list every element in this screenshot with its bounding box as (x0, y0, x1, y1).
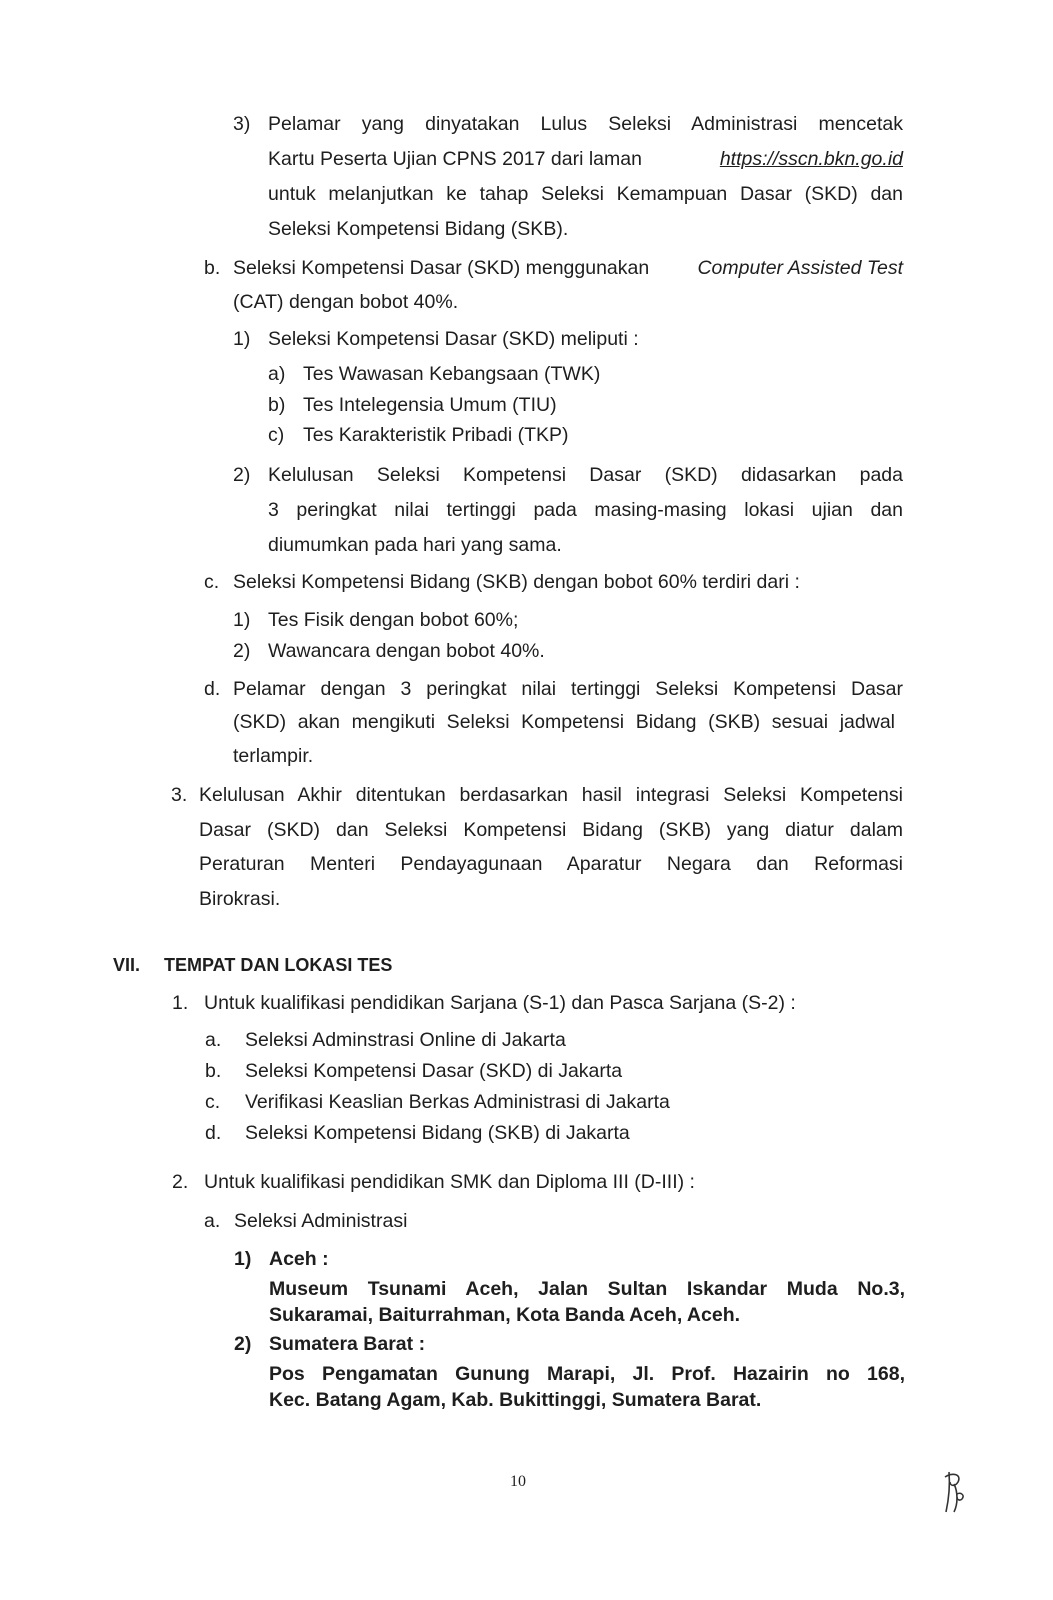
list-number: 1. (172, 992, 189, 1014)
list-text: Tes Intelegensia Umum (TIU) (303, 394, 557, 416)
list-letter: d. (204, 678, 221, 700)
paragraph-text: Kartu Peserta Ujian CPNS 2017 dari laman (268, 148, 642, 170)
list-text: Untuk kualifikasi pendidikan Sarjana (S-1) dan Pasca Sarjana (S-2) : (204, 992, 796, 1014)
paragraph-line: Seleksi Kompetensi Bidang (SKB). (268, 218, 569, 240)
italic-term: Computer Assisted Test (697, 257, 903, 279)
paragraph-line (233, 256, 903, 280)
paragraph-line: diumumkan pada hari yang sama. (268, 534, 562, 556)
list-number: 1) (233, 609, 251, 631)
paragraph-line: Dasar (SKD) dan Seleksi Kompetensi Bidang (SKB) yang diatur dalam (199, 819, 903, 841)
list-text: Tes Wawasan Kebangsaan (TWK) (303, 363, 601, 385)
list-text: Tes Karakteristik Pribadi (TKP) (303, 424, 569, 446)
list-letter: c) (268, 424, 285, 446)
list-number: 3. (171, 784, 188, 806)
location-address: Museum Tsunami Aceh, Jalan Sultan Iskandar Muda No.3, (269, 1278, 905, 1300)
list-number: 1) (234, 1248, 252, 1270)
list-letter: a. (204, 1210, 221, 1232)
list-number: 2) (233, 640, 251, 662)
list-number: 1) (233, 328, 251, 350)
location-title: Aceh : (269, 1248, 329, 1270)
section-number: VII. (113, 955, 141, 975)
list-number: 2) (233, 464, 251, 486)
list-number: 2. (172, 1171, 189, 1193)
paragraph-line: (SKD) akan mengikuti Seleksi Kompetensi Bidang (SKB) sesuai jadwal (233, 711, 895, 733)
list-text: Seleksi Kompetensi Bidang (SKB) dengan bobot 60% terdiri dari : (233, 571, 800, 593)
paragraph-line: untuk melanjutkan ke tahap Seleksi Kemampuan Dasar (SKD) dan (268, 183, 903, 205)
paragraph-line: (CAT) dengan bobot 40%. (233, 291, 459, 313)
list-text: Verifikasi Keaslian Berkas Administrasi di Jakarta (245, 1091, 670, 1113)
initial-signature (940, 1468, 970, 1514)
website-link[interactable]: https://sscn.bkn.go.id (719, 148, 903, 170)
location-address: Kec. Batang Agam, Kab. Bukittinggi, Sumatera Barat. (269, 1389, 762, 1411)
list-text: Seleksi Kompetensi Dasar (SKD) meliputi : (268, 328, 639, 350)
list-text: Wawancara dengan bobot 40%. (268, 640, 545, 662)
location-title: Sumatera Barat : (269, 1333, 426, 1355)
list-letter: d. (205, 1122, 222, 1144)
page-number: 10 (510, 1473, 526, 1490)
paragraph-line: Kelulusan Seleksi Kompetensi Dasar (SKD) didasarkan pada (268, 464, 903, 486)
list-text: Seleksi Administrasi (234, 1210, 408, 1232)
list-text: Tes Fisik dengan bobot 60%; (268, 609, 519, 631)
list-number: 3) (233, 113, 251, 135)
paragraph-line: Peraturan Menteri Pendayagunaan Aparatur Negara dan Reformasi (199, 853, 903, 875)
section-title: TEMPAT DAN LOKASI TES (164, 955, 393, 975)
paragraph-line: Kelulusan Akhir ditentukan berdasarkan hasil integrasi Seleksi Kompetensi (199, 784, 903, 806)
list-letter: c. (205, 1091, 221, 1113)
paragraph-line: Pelamar dengan 3 peringkat nilai tertinggi Seleksi Kompetensi Dasar (233, 678, 903, 700)
list-text: Seleksi Kompetensi Bidang (SKB) di Jakarta (245, 1122, 630, 1144)
list-letter: b. (205, 1060, 222, 1082)
list-text: Seleksi Kompetensi Dasar (SKD) di Jakarta (245, 1060, 623, 1082)
list-letter: a. (205, 1029, 222, 1051)
paragraph-line: terlampir. (233, 745, 314, 767)
list-letter: a) (268, 363, 286, 385)
paragraph-line: Pelamar yang dinyatakan Lulus Seleksi Administrasi mencetak (268, 113, 903, 135)
list-letter: c. (204, 571, 220, 593)
list-letter: b. (204, 257, 221, 279)
list-letter: b) (268, 394, 286, 416)
list-text: Seleksi Adminstrasi Online di Jakarta (245, 1029, 566, 1051)
list-text: Untuk kualifikasi pendidikan SMK dan Diploma III (D-III) : (204, 1171, 695, 1193)
paragraph-line: Birokrasi. (199, 888, 281, 910)
paragraph-line (268, 147, 903, 171)
location-address: Sukaramai, Baiturrahman, Kota Banda Aceh, Aceh. (269, 1304, 741, 1326)
list-number: 2) (234, 1333, 252, 1355)
paragraph-text: Seleksi Kompetensi Dasar (SKD) menggunakan (233, 257, 650, 279)
paragraph-line: 3 peringkat nilai tertinggi pada masing-masing lokasi ujian dan (268, 499, 903, 521)
location-address: Pos Pengamatan Gunung Marapi, Jl. Prof. Hazairin no 168, (269, 1363, 905, 1385)
